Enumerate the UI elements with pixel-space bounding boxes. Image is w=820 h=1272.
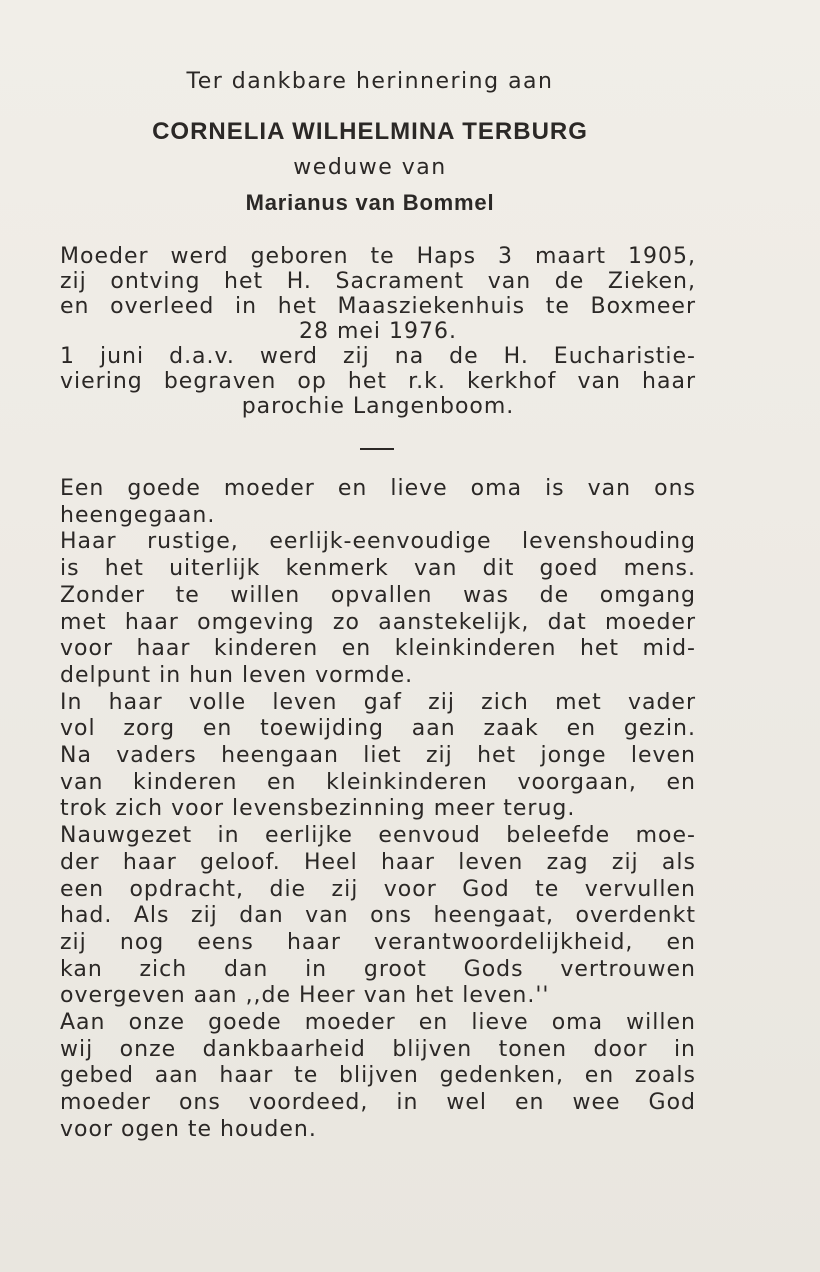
tribute-line: Zonder te willen opvallen was de omgang [60, 582, 696, 608]
biography-line: zij ontving het H. Sacrament van de Zieken, [60, 269, 696, 294]
tribute-line: Nauwgezet in eerlijke eenvoud beleefde moe- [60, 823, 696, 849]
tribute-line: voor haar kinderen en kleinkinderen het mid- [60, 636, 696, 662]
tribute-line: een opdracht, die zij voor God te vervullen [60, 876, 696, 902]
biography-line: viering begraven op het r.k. kerkhof van haar [60, 369, 696, 394]
biography-block [60, 244, 696, 419]
tribute-line: delpunt in hun leven vormde. [60, 662, 414, 688]
tribute-line: Een goede moeder en lieve oma is van ons [60, 476, 696, 501]
tribute-line: Haar rustige, eerlijk-eenvoudige levenshouding [60, 529, 696, 555]
widow-of-text: weduwe van [293, 155, 447, 180]
biography-line: en overleed in het Maasziekenhuis te Boxmeer [60, 294, 696, 319]
tribute-line: overgeven aan ,,de Heer van het leven.'' [60, 983, 550, 1009]
tribute-line: Na vaders heengaan liet zij het jonge leven [60, 743, 696, 769]
tribute-line: heengegaan. [60, 502, 216, 528]
tribute-line: gebed aan haar te blijven gedenken, en zoals [60, 1063, 696, 1089]
tribute-line: is het uiterlijk kenmerk van dit goed mens. [60, 556, 696, 582]
section-divider [360, 448, 394, 450]
tribute-line: In haar volle leven gaf zij zich met vader [60, 689, 696, 715]
card-header [0, 62, 740, 224]
tribute-line: van kinderen en kleinkinderen voorgaan, en [60, 769, 696, 795]
biography-line: parochie Langenboom. [241, 394, 515, 419]
tribute-line: met haar omgeving zo aanstekelijk, dat moeder [60, 609, 696, 635]
tribute-line: moeder ons voordeed, in wel en wee God [60, 1090, 696, 1116]
tribute-line: wij onze dankbaarheid blijven tonen door in [60, 1036, 696, 1062]
biography-line: 1 juni d.a.v. werd zij na de H. Eucharistie- [60, 344, 696, 369]
deceased-name: CORNELIA WILHELMINA TERBURG [152, 118, 588, 145]
tribute-line: der haar geloof. Heel haar leven zag zij als [60, 849, 696, 875]
tribute-block [60, 476, 696, 1144]
tribute-line: voor ogen te houden. [60, 1116, 317, 1142]
intro-text: Ter dankbare herinnering aan [186, 69, 554, 94]
tribute-line: had. Als zij dan van ons heengaat, overdenkt [60, 903, 696, 929]
tribute-line: trok zich voor levensbezinning meer terug. [60, 796, 576, 822]
biography-line: 28 mei 1976. [298, 319, 458, 344]
tribute-line: vol zorg en toewijding aan zaak en gezin. [60, 716, 696, 742]
tribute-line: kan zich dan in groot Gods vertrouwen [60, 956, 696, 982]
biography-line: Moeder werd geboren te Haps 3 maart 1905, [60, 244, 696, 269]
husband-name: Marianus van Bommel [245, 190, 495, 215]
tribute-line: Aan onze goede moeder en lieve oma willen [60, 1010, 696, 1036]
tribute-line: zij nog eens haar verantwoordelijkheid, en [60, 929, 696, 955]
